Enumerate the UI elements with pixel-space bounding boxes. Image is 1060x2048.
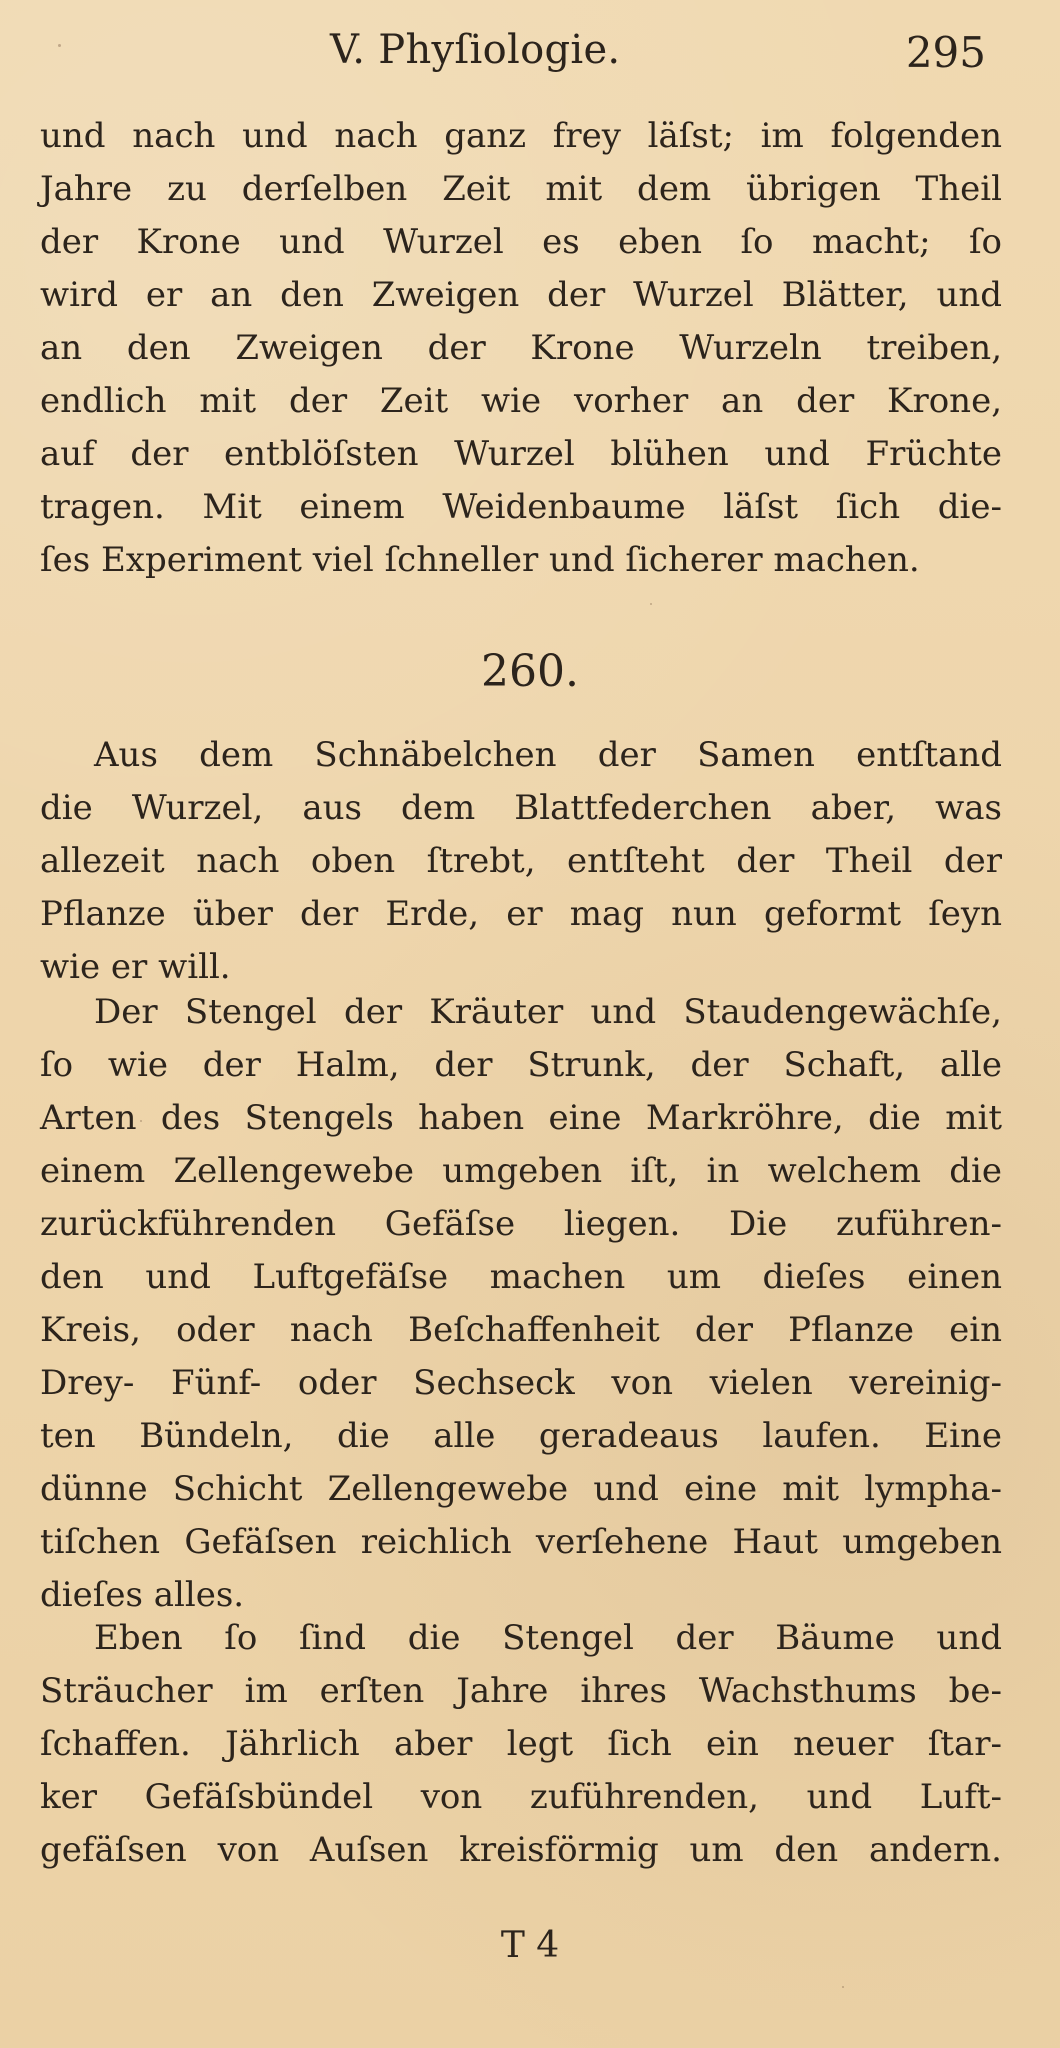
section-number: 260. xyxy=(481,646,579,697)
page-number: 295 xyxy=(905,28,986,77)
signature-mark: T 4 xyxy=(500,1925,560,1966)
text-line: wie er will. xyxy=(40,947,231,987)
text-line: Jahre zu derſelben Zeit mit dem übrigen Theil xyxy=(40,169,1002,209)
text-line: auf der entblöſsten Wurzel blühen und Früchte xyxy=(40,434,1002,474)
text-line: einem Zellengewebe umgeben iſt, in welchem die xyxy=(40,1151,1002,1191)
text-line: Pflanze über der Erde, er mag nun geformt ſeyn xyxy=(40,894,1002,934)
text-line: und nach und nach ganz frey läſst; im folgenden xyxy=(40,116,1002,156)
text-line: ſo wie der Halm, der Strunk, der Schaft, alle xyxy=(40,1045,1002,1085)
text-line: ker Gefäſsbündel von zuführenden, und Luft- xyxy=(40,1777,1002,1817)
text-line: an den Zweigen der Krone Wurzeln treiben, xyxy=(40,328,1002,368)
text-line: Arten des Stengels haben eine Markröhre, die mit xyxy=(40,1098,1002,1138)
text-line: den und Luftgefäſse machen um dieſes einen xyxy=(40,1257,1002,1297)
paragraph-3 xyxy=(40,986,1002,1622)
paragraph-1 xyxy=(40,110,1002,587)
text-line: der Krone und Wurzel es eben ſo macht; ſo xyxy=(40,222,1002,262)
paragraph-2 xyxy=(40,729,1002,994)
text-line: Drey- Fünf- oder Sechseck von vielen vereinig- xyxy=(40,1363,1002,1403)
running-head: V. Phyſiologie. xyxy=(330,27,621,73)
text-line: endlich mit der Zeit wie vorher an der Krone, xyxy=(40,381,1002,421)
text-line: dünne Schicht Zellengewebe und eine mit lympha- xyxy=(40,1469,1002,1509)
text-line: Der Stengel der Kräuter und Staudengewächſe, xyxy=(94,992,1002,1032)
text-line: gefäſsen von Auſsen kreisförmig um den andern. xyxy=(40,1830,1002,1870)
paper-speck xyxy=(650,603,652,605)
text-line: Eben ſo ſind die Stengel der Bäume und xyxy=(94,1618,1002,1658)
text-line: ſchaffen. Jährlich aber legt ſich ein neuer ſtar- xyxy=(40,1724,1002,1764)
paragraph-4 xyxy=(40,1612,1002,1877)
text-line: ſes Experiment viel ſchneller und ſicherer machen. xyxy=(40,540,920,580)
text-line: dieſes alles. xyxy=(40,1575,245,1615)
text-line: Kreis, oder nach Beſchaffenheit der Pflanze ein xyxy=(40,1310,1002,1350)
text-line: allezeit nach oben ſtrebt, entſteht der Theil der xyxy=(40,841,1002,881)
text-line: Aus dem Schnäbelchen der Samen entſtand xyxy=(94,735,1002,775)
text-line: wird er an den Zweigen der Wurzel Blätter, und xyxy=(40,275,1002,315)
text-line: tiſchen Gefäſsen reichlich verſehene Haut umgeben xyxy=(40,1522,1002,1562)
paper-speck xyxy=(842,1986,844,1988)
text-line: ten Bündeln, die alle geradeaus laufen. Eine xyxy=(40,1416,1002,1456)
text-line: Sträucher im erſten Jahre ihres Wachsthums be- xyxy=(40,1671,1002,1711)
page-header xyxy=(0,20,1060,90)
text-line: die Wurzel, aus dem Blattfederchen aber, was xyxy=(40,788,1002,828)
text-line: zurückführenden Gefäſse liegen. Die zuführen- xyxy=(40,1204,1002,1244)
text-line: tragen. Mit einem Weidenbaume läſst ſich die- xyxy=(40,487,1002,527)
